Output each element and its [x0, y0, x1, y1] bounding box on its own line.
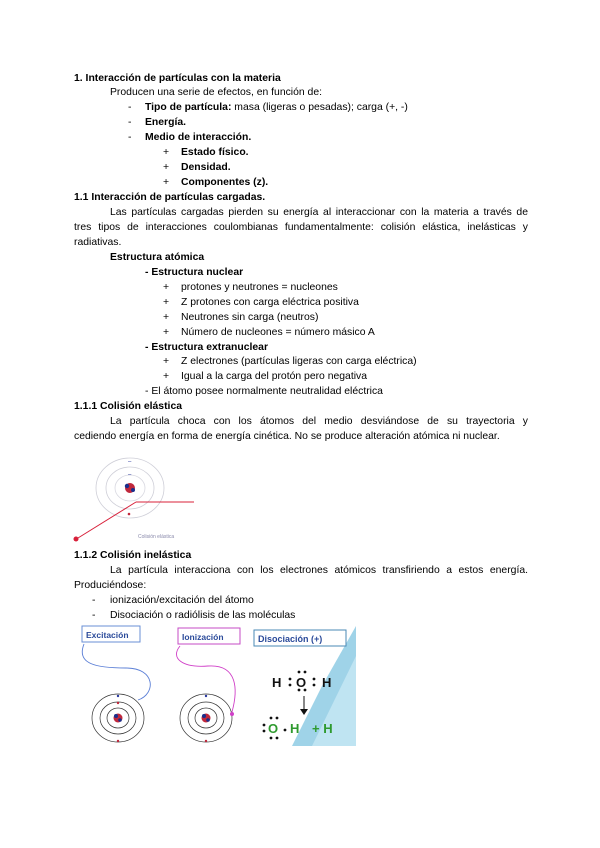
sub-list-item: Componentes (z). [181, 177, 269, 188]
svg-text:–: – [128, 472, 132, 478]
oxygen-atom: O [268, 721, 279, 736]
elastic-collision-figure [60, 446, 210, 546]
section-1-1-1-heading: 1.1.1 Colisión elástica [74, 401, 182, 412]
dash-bullet: - [92, 595, 96, 606]
dash-bullet: - [128, 117, 132, 128]
plus-bullet: + [163, 327, 170, 338]
list-item-bold: Tipo de partícula: [145, 102, 232, 113]
sub-list-item: Estado físico. [181, 147, 249, 158]
ionization-figure [168, 624, 250, 748]
oxygen-atom: O [296, 675, 307, 690]
list-item-rest: masa (ligeras o pesadas); carga (+, -) [231, 102, 408, 113]
list-item [145, 101, 408, 114]
estructura-extranuclear-title: - Estructura extranuclear [145, 342, 269, 353]
excitation-figure [76, 624, 166, 748]
section-1-1-2-heading: 1.1.2 Colisión inelástica [74, 550, 192, 561]
nuclear-item: Número de nucleones = número másico A [181, 327, 375, 338]
list-item: ionización/excitación del átomo [110, 595, 254, 606]
plus-bullet: + [163, 282, 170, 293]
sub-list-item: Densidad. [181, 162, 231, 173]
plus-bullet: + [163, 356, 170, 367]
plus-bullet: + [163, 312, 170, 323]
nuclear-item: protones y neutrones = nucleones [181, 282, 338, 293]
ionization-label: Ionización [182, 632, 224, 642]
estructura-atomica-title: Estructura atómica [110, 252, 205, 263]
dash-bullet: - [92, 610, 96, 621]
plus-bullet: + [163, 162, 170, 173]
paragraph-line: cediendo energía en forma de energía cinética. No se produce alteración atómica ni nuclear. [74, 431, 500, 442]
excitation-label: Excitación [86, 630, 129, 640]
svg-text:–: – [128, 459, 132, 465]
excitation-path [82, 644, 150, 700]
list-item: Disociación o radiólisis de las moléculas [110, 610, 296, 621]
nucleus-icon [202, 714, 211, 723]
estructura-nuclear-title: - Estructura nuclear [145, 267, 244, 278]
dissociation-label: Disociación (+) [258, 634, 323, 644]
nucleus-icon [125, 483, 135, 493]
extranuclear-item: Igual a la carga del protón pero negativa [181, 371, 368, 382]
nuclear-item: Neutrones sin carga (neutros) [181, 312, 319, 323]
list-item: Medio de interacción. [145, 132, 252, 143]
dissociation-figure [252, 626, 356, 746]
paragraph-line: Las partículas cargadas pierden su energía al interaccionar con la materia a través de [110, 207, 528, 218]
plus-bullet: + [163, 371, 170, 382]
nucleus-icon [114, 714, 123, 723]
extranuclear-item: Z electrones (partículas ligeras con carga eléctrica) [181, 356, 417, 367]
section-1-intro: Producen una serie de efectos, en función de: [110, 87, 322, 98]
paragraph-line: La partícula choca con los átomos del medio desviándose de su trayectoria y [110, 416, 528, 427]
dash-bullet: - [128, 132, 132, 143]
hydrogen-atom: H [272, 675, 282, 690]
paragraph-line: radiativas. [74, 237, 122, 248]
plus-bullet: + [163, 147, 170, 158]
nuclear-item: Z protones con carga eléctrica positiva [181, 297, 359, 308]
section-1-1-heading: 1.1 Interacción de partículas cargadas. [74, 192, 266, 203]
paragraph-line: tres tipos de interacciones coulombianas fundamentalmente: colisión elástica, inelásticas y [74, 222, 528, 233]
hydrogen-atom: H [290, 721, 300, 736]
paragraph-line: Produciéndose: [74, 580, 147, 591]
particle-trajectory [74, 502, 195, 542]
figure-caption: Colisión elástica [138, 534, 175, 540]
neutralidad-line: - El átomo posee normalmente neutralidad eléctrica [145, 386, 383, 397]
paragraph-line: La partícula interacciona con los electrones atómicos transfiriendo a estos energía. [110, 565, 528, 576]
list-item: Energía. [145, 117, 186, 128]
hydrogen-atom: H [322, 675, 332, 690]
plus-bullet: + [163, 177, 170, 188]
dash-bullet: - [128, 102, 132, 113]
plus-bullet: + [163, 297, 170, 308]
section-1-heading: 1. Interacción de partículas con la materia [74, 73, 281, 84]
hydrogen-product: + H [312, 721, 333, 736]
